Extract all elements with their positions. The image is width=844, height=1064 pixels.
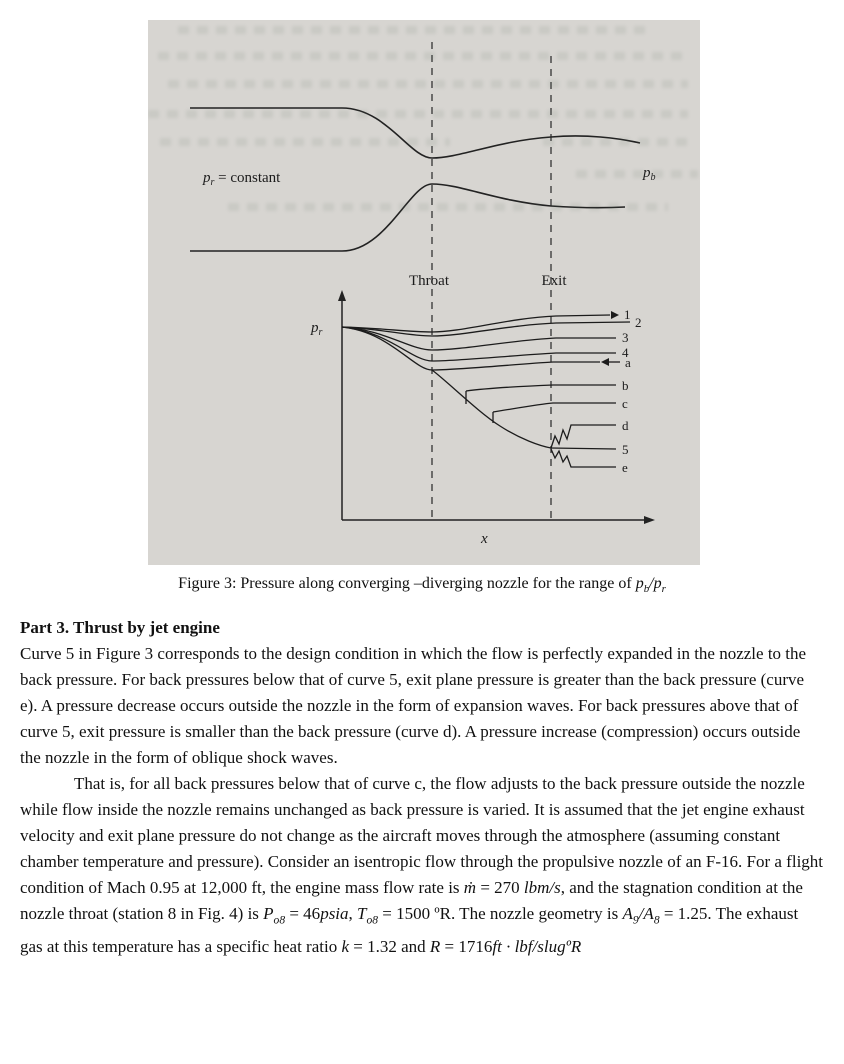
exit-label: Exit bbox=[541, 273, 567, 289]
reservoir-pressure-label: $p_r$ = constant bbox=[203, 170, 281, 188]
math-gas-constant: R bbox=[429, 936, 441, 956]
math-area-ratio-slash: / bbox=[638, 904, 644, 924]
curve-label-d: d bbox=[622, 418, 629, 433]
math-mass-flow-symbol: ṁ bbox=[463, 878, 477, 898]
curve-1 bbox=[342, 315, 610, 332]
x-axis-label: x bbox=[481, 531, 488, 547]
curve-label-a: a bbox=[625, 355, 631, 370]
curve-label-5: 5 bbox=[622, 442, 629, 457]
bleedthrough-artifact bbox=[148, 110, 688, 118]
figure-caption bbox=[0, 575, 844, 595]
bleedthrough-artifact bbox=[168, 80, 688, 88]
part3-paragraph-1: Curve 5 in Figure 3 corresponds to the design condition in which the flow is perfectly expanded in the nozzle to the back pressure. For back pressures below that of curve 5, exit plane pressure is greater than the back pressure (curve e). A pressure decrease occurs outside the nozzle in the form of expansion waves. For back pressures above that of curve 5, exit pressure is smaller than the back pressure (curve d). A pressure increase (compression) occurs outside the nozzle in the form of oblique shock waves. bbox=[20, 644, 807, 768]
y-axis-arrowhead bbox=[338, 290, 346, 301]
curve-e-expansion-zigzag bbox=[551, 449, 616, 467]
part3-section bbox=[0, 615, 844, 959]
curve-d-oblique-shock-zigzag bbox=[551, 425, 616, 448]
text-segment: = 270 bbox=[476, 878, 524, 898]
x-axis-arrowhead bbox=[644, 516, 655, 524]
curve-label-b: b bbox=[622, 378, 629, 393]
math-stagnation-pressure-subscript: o8 bbox=[273, 913, 286, 927]
curve-label-2: 2 bbox=[635, 315, 642, 330]
curve-a bbox=[342, 327, 600, 370]
math-area-8-subscript: 8 bbox=[653, 913, 660, 927]
text-segment: = 1.25. The exhaust gas at this temperature has a specific heat ratio bbox=[20, 904, 799, 956]
text-segment: = 1716 bbox=[440, 936, 493, 956]
curve-b-recovery bbox=[466, 385, 616, 391]
caption-pb: $p_b/p_r$ bbox=[635, 575, 666, 596]
math-gas-constant-units: ft · lbf/slugºR bbox=[492, 936, 582, 956]
curve-label-3: 3 bbox=[622, 330, 629, 345]
text-segment: = 1500 ºR. The nozzle geometry is bbox=[378, 904, 623, 924]
curve-label-c: c bbox=[622, 396, 628, 411]
curve-label-1: 1 bbox=[624, 307, 631, 322]
curve-label-e: e bbox=[622, 460, 628, 475]
y-axis-label: $p_r$ bbox=[311, 320, 323, 338]
back-pressure-label: $p_b$ bbox=[643, 165, 656, 183]
curve-label-4: 4 bbox=[622, 345, 629, 360]
curve-1-arrowhead bbox=[611, 311, 619, 319]
figure-scan bbox=[148, 20, 700, 565]
bleedthrough-artifact bbox=[158, 52, 688, 60]
bleedthrough-artifact bbox=[178, 26, 648, 34]
math-area-9: A bbox=[622, 904, 633, 924]
math-psia-unit: psia bbox=[320, 904, 349, 924]
math-specific-heat-ratio: k bbox=[341, 936, 349, 956]
text-segment: , and the stagnation condition at the nozzle throat (station 8 in Fig. 4) is bbox=[20, 878, 803, 924]
math-stagnation-pressure: P bbox=[263, 904, 274, 924]
math-stagnation-temperature-subscript: o8 bbox=[366, 913, 379, 927]
curve-5-design-level bbox=[551, 448, 616, 449]
part3-heading: Part 3. Thrust by jet engine bbox=[20, 618, 220, 638]
throat-label: Throat bbox=[409, 273, 449, 289]
text-segment: , bbox=[348, 904, 358, 924]
bleedthrough-artifact bbox=[576, 170, 698, 178]
curve-a-arrowhead bbox=[601, 358, 609, 366]
caption-text: Figure 3: Pressure along converging –diverging nozzle for the range of bbox=[178, 575, 636, 592]
nozzle-pressure-diagram bbox=[148, 20, 700, 565]
curve-c-recovery bbox=[493, 403, 616, 412]
bleedthrough-artifact bbox=[228, 203, 668, 211]
bleedthrough-artifact bbox=[160, 138, 450, 146]
math-stagnation-temperature: T bbox=[357, 904, 367, 924]
math-area-8: A bbox=[643, 904, 654, 924]
supersonic-branch bbox=[432, 370, 551, 448]
nozzle-bottom-wall bbox=[190, 184, 625, 251]
math-area-9-subscript: 9 bbox=[632, 913, 639, 927]
text-segment: That is, for all back pressures below that of curve c, the flow adjusts to the back pressure outside the nozzle while flow inside the nozzle remains unchanged as back pressure is varied. It is assumed that the jet engine exhaust velocity and exit plane pressure do not change as the aircraft moves through the atmosphere (assuming constant chamber temperature and pressure). Consider an isentropic flow through the propulsive nozzle of an F-16. For a flight condition of Mach 0.95 at 12,000 ft, the engine mass flow rate is bbox=[20, 774, 824, 898]
text-segment: = 46 bbox=[285, 904, 321, 924]
part3-paragraph-2 bbox=[20, 771, 824, 959]
text-segment: = 1.32 and bbox=[349, 936, 430, 956]
math-lbm-per-s: lbm/s bbox=[523, 878, 561, 898]
bleedthrough-artifact bbox=[543, 138, 693, 146]
